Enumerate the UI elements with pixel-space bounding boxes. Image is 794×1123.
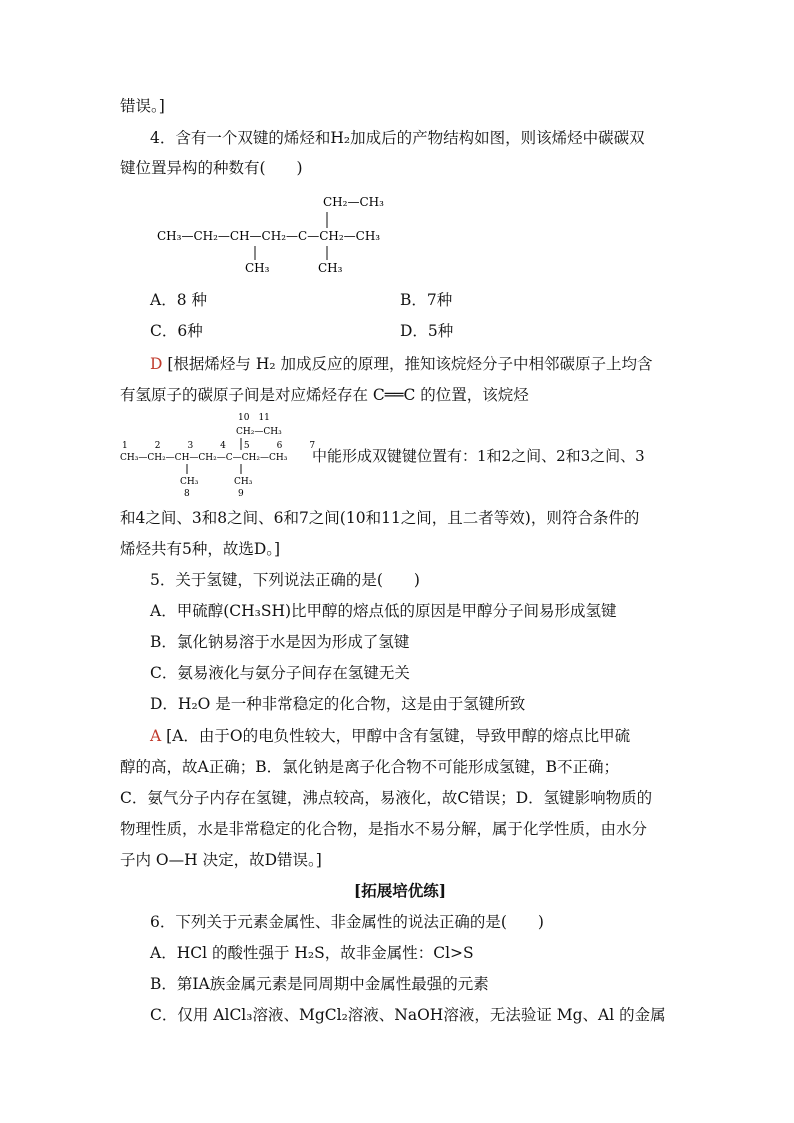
answer-4-line-2: 有氢原子的碳原子间是对应烯烃存在 C══C 的位置，该烷烃	[120, 386, 529, 404]
structure2-sub-methyl-2: CH₃	[234, 477, 253, 487]
question-6-option-a: A．HCl 的酸性强于 H₂S，故非金属性：Cl>S	[150, 944, 474, 962]
answer-5-line-5: 子内 O—H 决定，故D错误。]	[120, 851, 322, 869]
answer-5-line-1	[150, 726, 710, 746]
answer-letter: A	[150, 727, 162, 745]
question-4-stem-2: 键位置异构的种数有( )	[120, 159, 303, 177]
option-a: A．8 种	[150, 291, 207, 309]
question-5-option-d: D．H₂O 是一种非常稳定的化合物，这是由于氢键所致	[150, 695, 526, 713]
alkane-structure-diagram	[155, 188, 455, 278]
structure2-main-chain: CH₃—CH₂—CH—CH₂—C—CH₂—CH₃	[120, 453, 288, 463]
answer-text: [A．由于O的电负性较大，甲醇中含有氢键，导致甲醇的熔点比甲硫	[166, 727, 631, 745]
option-c: C．6种	[150, 322, 203, 340]
numbered-alkane-structure	[118, 408, 318, 498]
answer-4-line-1	[150, 354, 710, 374]
answer-text: [根据烯烃与 H₂ 加成反应的原理，推知该烷烃分子中相邻碳原子上均含	[167, 355, 653, 373]
question-6-stem: 6．下列关于元素金属性、非金属性的说法正确的是( )	[150, 913, 544, 931]
question-5-option-c: C．氨易液化与氨分子间存在氢键无关	[150, 664, 410, 682]
structure-sub-methyl-1: CH₃	[245, 261, 270, 275]
section-title: [拓展培优练]	[353, 881, 447, 900]
answer-4-line-4: 和4之间、3和8之间、6和7之间(10和11之间，且二者等效)，则符合条件的	[120, 509, 640, 527]
answer-letter: D	[150, 355, 163, 373]
structure2-top-label: CH₂—CH₃	[236, 427, 282, 437]
structure-top-label: CH₂—CH₃	[323, 195, 384, 209]
option-d: D．5种	[400, 322, 454, 340]
structure2-num-8: 8	[184, 489, 190, 498]
question-5-option-a: A．甲硫醇(CH₃SH)比甲醇的熔点低的原因是甲醇分子间易形成氢键	[150, 602, 617, 620]
structure2-top-numbers: 10 11	[238, 413, 270, 423]
structure2-numbers: 1 2 3 4 5 6 7	[122, 441, 316, 451]
answer-5-line-3: C．氨气分子内存在氢键，沸点较高，易液化，故C错误；D．氢键影响物质的	[120, 789, 653, 807]
question-5-stem: 5．关于氢键，下列说法正确的是( )	[150, 571, 420, 589]
answer-4-line-3: 中能形成双键键位置有：1和2之间、2和3之间、3	[312, 447, 645, 465]
question-6-option-c: C．仅用 AlCl₃溶液、MgCl₂溶液、NaOH溶液，无法验证 Mg、Al 的金属	[150, 1006, 666, 1024]
answer-5-line-4: 物理性质，水是非常稳定的化合物，是指水不易分解，属于化学性质，由水分	[120, 820, 648, 838]
structure-sub-methyl-2: CH₃	[318, 261, 343, 275]
question-6-option-b: B．第ⅠA族金属元素是同周期中金属性最强的元素	[150, 975, 489, 993]
answer-5-line-2: 醇的高，故A正确；B．氯化钠是离子化合物不可能形成氢键，B不正确；	[120, 758, 619, 776]
option-b: B．7种	[400, 291, 453, 309]
answer-4-line-5: 烯烃共有5种，故选D。]	[120, 540, 281, 558]
question-5-option-b: B．氯化钠易溶于水是因为形成了氢键	[150, 633, 410, 651]
structure2-num-9: 9	[238, 489, 244, 498]
structure2-sub-methyl-1: CH₃	[180, 477, 199, 487]
question-4-stem: 4．含有一个双键的烯烃和H₂加成后的产物结构如图，则该烯烃中碳碳双	[150, 129, 645, 147]
structure-main-chain: CH₃—CH₂—CH—CH₂—C—CH₂—CH₃	[157, 229, 381, 243]
text-line: 错误。]	[120, 97, 165, 115]
